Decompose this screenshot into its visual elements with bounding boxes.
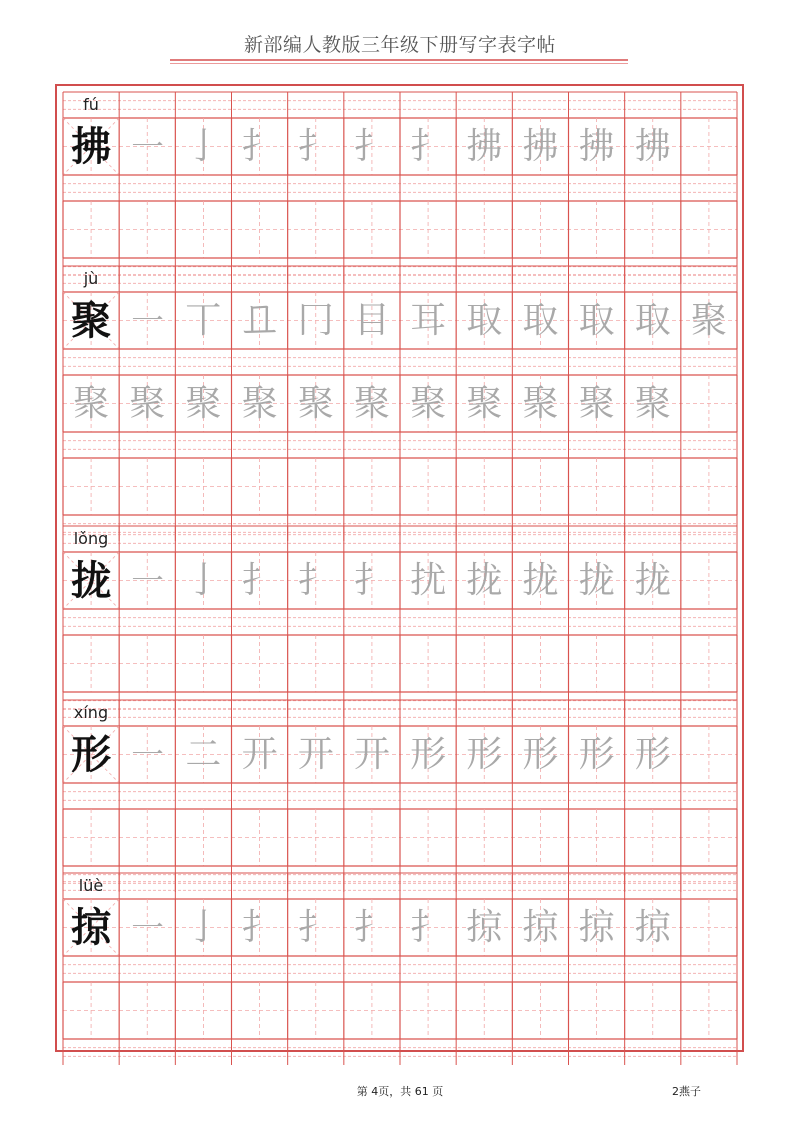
trace-character: ㇐ [129, 559, 166, 601]
trace-character: 扌 [297, 906, 334, 948]
trace-character: 形 [466, 733, 503, 775]
trace-character: 二 [185, 733, 222, 775]
trace-character: 聚 [241, 382, 278, 424]
trace-character: 聚 [578, 382, 615, 424]
trace-character: 丅 [185, 299, 222, 341]
trace-character: 扰 [410, 559, 447, 601]
trace-character: 拢 [522, 559, 559, 601]
trace-character: 拢 [578, 559, 615, 601]
trace-character: 扌 [241, 906, 278, 948]
pinyin-label: xíng [73, 703, 109, 722]
trace-character: 扌 [353, 125, 390, 167]
trace-character: 形 [522, 733, 559, 775]
trace-character: 开 [297, 733, 334, 775]
trace-character: 聚 [522, 382, 559, 424]
model-character: 拂 [71, 122, 112, 170]
model-character: 聚 [71, 296, 112, 344]
trace-character: 拂 [634, 125, 671, 167]
pinyin-label: jù [83, 269, 99, 288]
trace-character: 掠 [634, 906, 671, 948]
model-character: 拢 [71, 556, 112, 604]
trace-character: 取 [634, 299, 671, 341]
trace-character: 亅 [185, 906, 222, 948]
trace-character: 拂 [578, 125, 615, 167]
trace-character: 冂 [297, 299, 334, 341]
trace-character: 聚 [410, 382, 447, 424]
trace-character: 扌 [410, 906, 447, 948]
trace-character: 扌 [297, 559, 334, 601]
trace-character: 取 [466, 299, 503, 341]
trace-character: 聚 [129, 382, 166, 424]
trace-character: 取 [522, 299, 559, 341]
trace-character: 形 [578, 733, 615, 775]
trace-character: 𠀃 [241, 299, 278, 341]
trace-character: 扌 [353, 906, 390, 948]
trace-character: 形 [634, 733, 671, 775]
trace-character: 拢 [466, 559, 503, 601]
trace-character: 聚 [353, 382, 390, 424]
trace-character: ㇐ [129, 299, 166, 341]
trace-character: 取 [578, 299, 615, 341]
trace-character: 扌 [297, 125, 334, 167]
trace-character: 聚 [185, 382, 222, 424]
trace-character: 聚 [634, 382, 671, 424]
trace-character: 目 [353, 299, 390, 341]
trace-character: 拂 [522, 125, 559, 167]
trace-character: 扌 [410, 125, 447, 167]
trace-character: 聚 [73, 382, 110, 424]
trace-character: 开 [353, 733, 390, 775]
author-label: 2燕子 [672, 1085, 701, 1098]
trace-character: 聚 [690, 299, 727, 341]
trace-character: 掠 [578, 906, 615, 948]
trace-character: 亅 [185, 559, 222, 601]
trace-character: 扌 [241, 125, 278, 167]
trace-character: ㇐ [129, 906, 166, 948]
trace-character: 掠 [522, 906, 559, 948]
pinyin-label: lǒng [73, 529, 109, 548]
page-title: 新部编人教版三年级下册写字表字帖 [243, 34, 556, 56]
pinyin-label: lüè [78, 876, 104, 895]
trace-character: 聚 [297, 382, 334, 424]
page-number: 第 4页，共 61 页 [356, 1085, 444, 1098]
trace-character: 掠 [466, 906, 503, 948]
trace-character: 耳 [410, 299, 447, 341]
trace-character: 拢 [634, 559, 671, 601]
trace-character: 形 [410, 733, 447, 775]
trace-character: 开 [241, 733, 278, 775]
trace-character: 亅 [185, 125, 222, 167]
model-character: 掠 [71, 903, 112, 951]
trace-character: 扌 [241, 559, 278, 601]
trace-character: 扌 [353, 559, 390, 601]
model-character: 形 [71, 730, 112, 778]
trace-character: 拂 [466, 125, 503, 167]
trace-character: 聚 [466, 382, 503, 424]
trace-character: ㇐ [129, 125, 166, 167]
trace-character: ㇐ [129, 733, 166, 775]
pinyin-label: fú [83, 95, 99, 114]
